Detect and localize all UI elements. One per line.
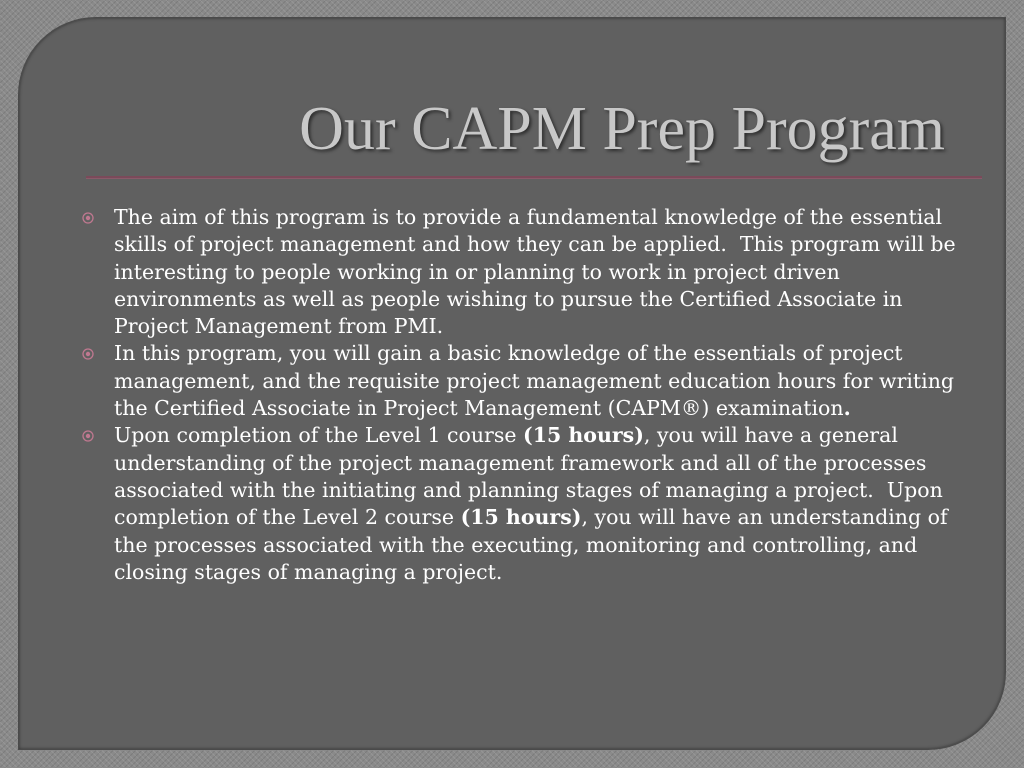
bullet-item-course-levels [81, 422, 981, 586]
level1-hours: (15 hours) [523, 423, 644, 448]
circled-dot-icon [81, 422, 114, 449]
slide-title: Our CAPM Prep Program [299, 95, 945, 163]
bullet-text [114, 422, 981, 586]
circled-dot-icon [81, 204, 114, 231]
title-divider [86, 176, 982, 179]
bullet-text-end: . [843, 396, 851, 421]
bullet-text-main: In this program, you will gain a basic knowledge of the essentials of project management, and the requisite project management education hours for writing the Certified Associate in Project Management (CAPM®) examination [114, 341, 955, 421]
slide-panel [18, 17, 1006, 750]
level2-hours: (15 hours) [460, 505, 582, 530]
bullet-text [114, 340, 981, 422]
bullet-item-program-gain [81, 340, 981, 422]
bullet-list [81, 204, 981, 586]
bullet-text: The aim of this program is to provide a fundamental knowledge of the essential skills of project management and how they can be applied. This program will be interesting to people working in or planning to work in project driven environments as well as people wishing to pursue the Certified Associate in Project Management from PMI. [114, 205, 956, 339]
level1-description: , you will have a general understanding of the project management framework and all of the processes associated with the initiating and planning stages of managing a project. Upon completion of the Level 2 course [114, 423, 943, 530]
bullet-item-program-aim [81, 204, 981, 340]
level2-description: , you will have an understanding of the processes associated with the executing, monitoring and controlling, and closing stages of managing a project. [114, 505, 948, 584]
circled-dot-icon [81, 340, 114, 367]
level1-intro: Upon completion of the Level 1 course [114, 423, 524, 448]
